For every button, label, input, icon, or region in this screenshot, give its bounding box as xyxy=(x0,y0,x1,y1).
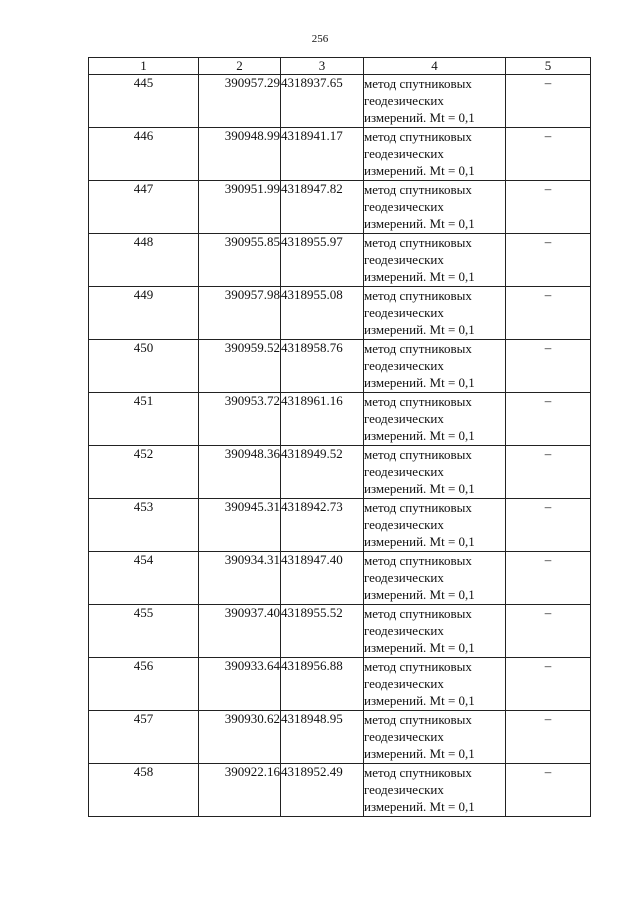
coordinate-x: 390948.99 xyxy=(199,128,281,181)
method-line-1: метод спутниковых xyxy=(364,76,472,91)
method-line-3: измерений. Mt = 0,1 xyxy=(364,481,475,496)
method-line-3: измерений. Mt = 0,1 xyxy=(364,322,475,337)
coordinate-x: 390937.40 xyxy=(199,605,281,658)
method-line-2: геодезических xyxy=(364,199,444,214)
method-cell xyxy=(364,128,506,181)
point-number: 451 xyxy=(89,393,199,446)
method-line-3: измерений. Mt = 0,1 xyxy=(364,534,475,549)
method-line-1: метод спутниковых xyxy=(364,182,472,197)
coordinate-y: 4318937.65 xyxy=(281,75,364,128)
point-number: 450 xyxy=(89,340,199,393)
coordinate-y: 4318952.49 xyxy=(281,764,364,817)
table-row xyxy=(89,658,591,711)
method-line-1: метод спутниковых xyxy=(364,341,472,356)
method-line-2: геодезических xyxy=(364,570,444,585)
note-cell: – xyxy=(506,711,591,764)
method-line-2: геодезических xyxy=(364,358,444,373)
method-line-3: измерений. Mt = 0,1 xyxy=(364,375,475,390)
method-line-1: метод спутниковых xyxy=(364,235,472,250)
method-line-2: геодезических xyxy=(364,676,444,691)
method-cell xyxy=(364,287,506,340)
point-number: 454 xyxy=(89,552,199,605)
header-col-4: 4 xyxy=(364,58,506,75)
table-row xyxy=(89,764,591,817)
method-line-1: метод спутниковых xyxy=(364,500,472,515)
coordinate-y: 4318947.82 xyxy=(281,181,364,234)
note-cell: – xyxy=(506,128,591,181)
method-cell xyxy=(364,711,506,764)
table-row xyxy=(89,393,591,446)
method-line-3: измерений. Mt = 0,1 xyxy=(364,269,475,284)
method-line-1: метод спутниковых xyxy=(364,712,472,727)
method-cell xyxy=(364,181,506,234)
note-cell: – xyxy=(506,287,591,340)
point-number: 446 xyxy=(89,128,199,181)
method-cell xyxy=(364,658,506,711)
coordinate-x: 390959.52 xyxy=(199,340,281,393)
method-line-1: метод спутниковых xyxy=(364,606,472,621)
method-line-3: измерений. Mt = 0,1 xyxy=(364,640,475,655)
note-cell: – xyxy=(506,340,591,393)
coordinate-y: 4318955.52 xyxy=(281,605,364,658)
note-cell: – xyxy=(506,446,591,499)
method-line-3: измерений. Mt = 0,1 xyxy=(364,799,475,814)
method-line-2: геодезических xyxy=(364,305,444,320)
table-row xyxy=(89,499,591,552)
method-cell xyxy=(364,764,506,817)
method-cell xyxy=(364,340,506,393)
header-col-3: 3 xyxy=(281,58,364,75)
method-line-2: геодезических xyxy=(364,93,444,108)
header-col-1: 1 xyxy=(89,58,199,75)
point-number: 455 xyxy=(89,605,199,658)
note-cell: – xyxy=(506,552,591,605)
point-number: 457 xyxy=(89,711,199,764)
note-cell: – xyxy=(506,658,591,711)
table-row xyxy=(89,75,591,128)
table-row xyxy=(89,128,591,181)
table-row xyxy=(89,552,591,605)
method-line-1: метод спутниковых xyxy=(364,394,472,409)
point-number: 456 xyxy=(89,658,199,711)
coordinate-y: 4318949.52 xyxy=(281,446,364,499)
coordinate-x: 390951.99 xyxy=(199,181,281,234)
table-body xyxy=(89,75,591,817)
table-row xyxy=(89,605,591,658)
coordinate-y: 4318947.40 xyxy=(281,552,364,605)
coordinate-x: 390922.16 xyxy=(199,764,281,817)
method-line-3: измерений. Mt = 0,1 xyxy=(364,587,475,602)
method-line-2: геодезических xyxy=(364,146,444,161)
coordinate-y: 4318955.08 xyxy=(281,287,364,340)
coordinate-x: 390957.29 xyxy=(199,75,281,128)
method-line-1: метод спутниковых xyxy=(364,659,472,674)
table-row xyxy=(89,340,591,393)
method-line-2: геодезических xyxy=(364,782,444,797)
method-line-3: измерений. Mt = 0,1 xyxy=(364,163,475,178)
table-row xyxy=(89,234,591,287)
table-row xyxy=(89,287,591,340)
method-line-1: метод спутниковых xyxy=(364,447,472,462)
coordinate-x: 390945.31 xyxy=(199,499,281,552)
note-cell: – xyxy=(506,499,591,552)
note-cell: – xyxy=(506,393,591,446)
coordinate-x: 390957.98 xyxy=(199,287,281,340)
coordinate-y: 4318961.16 xyxy=(281,393,364,446)
method-line-3: измерений. Mt = 0,1 xyxy=(364,216,475,231)
method-line-3: измерений. Mt = 0,1 xyxy=(364,428,475,443)
coordinate-x: 390933.64 xyxy=(199,658,281,711)
method-line-3: измерений. Mt = 0,1 xyxy=(364,693,475,708)
point-number: 448 xyxy=(89,234,199,287)
coordinates-table xyxy=(88,57,591,817)
table-row xyxy=(89,711,591,764)
note-cell: – xyxy=(506,764,591,817)
table-row xyxy=(89,446,591,499)
method-line-2: геодезических xyxy=(364,252,444,267)
note-cell: – xyxy=(506,605,591,658)
method-line-2: геодезических xyxy=(364,411,444,426)
point-number: 452 xyxy=(89,446,199,499)
method-line-2: геодезических xyxy=(364,464,444,479)
point-number: 447 xyxy=(89,181,199,234)
coordinate-x: 390930.62 xyxy=(199,711,281,764)
page-number: 256 xyxy=(311,33,329,45)
coordinate-y: 4318948.95 xyxy=(281,711,364,764)
coordinate-y: 4318941.17 xyxy=(281,128,364,181)
coordinate-y: 4318955.97 xyxy=(281,234,364,287)
method-cell xyxy=(364,446,506,499)
method-line-3: измерений. Mt = 0,1 xyxy=(364,110,475,125)
note-cell: – xyxy=(506,234,591,287)
point-number: 458 xyxy=(89,764,199,817)
method-line-2: геодезических xyxy=(364,517,444,532)
header-col-2: 2 xyxy=(199,58,281,75)
coordinate-x: 390934.31 xyxy=(199,552,281,605)
method-cell xyxy=(364,234,506,287)
method-cell xyxy=(364,75,506,128)
method-line-3: измерений. Mt = 0,1 xyxy=(364,746,475,761)
coordinate-y: 4318958.76 xyxy=(281,340,364,393)
coordinate-y: 4318956.88 xyxy=(281,658,364,711)
point-number: 445 xyxy=(89,75,199,128)
method-line-2: геодезических xyxy=(364,729,444,744)
point-number: 453 xyxy=(89,499,199,552)
coordinate-x: 390955.85 xyxy=(199,234,281,287)
method-cell xyxy=(364,552,506,605)
method-line-1: метод спутниковых xyxy=(364,765,472,780)
header-col-5: 5 xyxy=(506,58,591,75)
method-cell xyxy=(364,393,506,446)
coordinate-x: 390953.72 xyxy=(199,393,281,446)
method-line-2: геодезических xyxy=(364,623,444,638)
table-header-row xyxy=(89,58,591,75)
table-row xyxy=(89,181,591,234)
method-line-1: метод спутниковых xyxy=(364,553,472,568)
method-line-1: метод спутниковых xyxy=(364,129,472,144)
coordinate-y: 4318942.73 xyxy=(281,499,364,552)
method-line-1: метод спутниковых xyxy=(364,288,472,303)
coordinate-x: 390948.36 xyxy=(199,446,281,499)
note-cell: – xyxy=(506,75,591,128)
point-number: 449 xyxy=(89,287,199,340)
method-cell xyxy=(364,499,506,552)
note-cell: – xyxy=(506,181,591,234)
method-cell xyxy=(364,605,506,658)
